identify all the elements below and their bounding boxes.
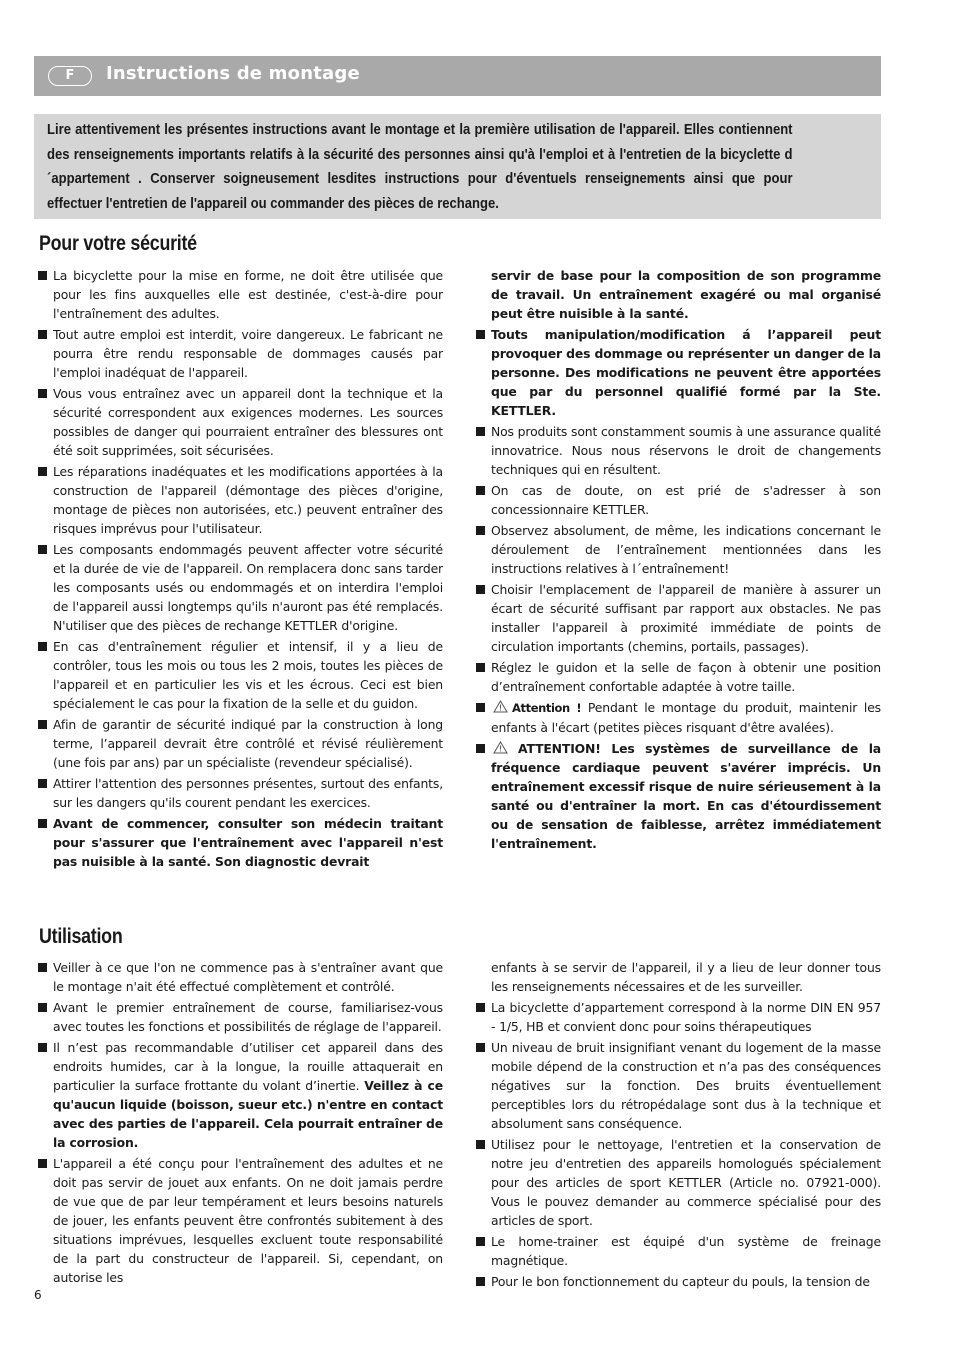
- list-item-continuation: servir de base pour la composition de son programme de travail. Un entraînement exagéré ou mal organisé peut être nuisible à la santé.: [491, 268, 881, 321]
- intro-text: Lire attentivement les présentes instructions avant le montage et la première utilisation de l'appareil. Elles contiennent des renseignements importants relatifs à la sécurité des personnes ainsi qu'à l'emploi et à l'entretien de la bicyclette d´appartement . Conserver soigneusement lesdites instructions pour d'éventuels renseignements ainsi que pour effectuer l'entretien de l'appareil ou commander des pièces de rechange.: [47, 122, 793, 212]
- list-item: Les composants endommagés peuvent affecter votre sécurité et la durée de vie de l'appareil. On remplacera donc sans tarder les composants usés ou endommagés et on interdira l'emploi de l'appareil aussi longtemps qu'ils n'auront pas été remplacés. N'utiliser que des pièces de rechange KETTLER d'origine.: [37, 540, 443, 635]
- list-item: Vous vous entraînez avec un appareil dont la technique et la sécurité correspondent aux exigences modernes. Les sources possibles de danger qui pourraient entraîner des blessures ont été soit supprimées, soit sécurisées.: [37, 384, 443, 460]
- list-item: La bicyclette d’appartement correspond à la norme DIN EN 957 - 1/5, HB et convient donc pour soins thérapeutiques: [475, 998, 881, 1036]
- list-item: La bicyclette pour la mise en forme, ne doit être utilisée que pour les fins auxquelles elle est destinée, c'est-à-dire pour l'entraînement des adultes.: [37, 266, 443, 323]
- list-item-bold: Touts manipulation/modification á l’appareil peut provoquer des dommage ou représenter un danger de la personne. Des modifications ne peuvent être apportées que par du personnel qualifié formé par la Ste. KETTLER.: [475, 325, 881, 420]
- safety-title: Pour votre sécurité: [39, 232, 197, 255]
- list-item: Avant le premier entraînement de course, familiarisez-vous avec toutes les fonctions et possibilités de réglage de l'appareil.: [37, 998, 443, 1036]
- list-item: Un niveau de bruit insignifiant venant du logement de la masse mobile dépend de la construction et n’a pas des conséquences négatives sur la fonction. Des bruits éventuellement perceptibles lors du rétropédalage sont dus à la technique et absolument sans conséquence.: [475, 1038, 881, 1133]
- list-item: On cas de doute, on est prié de s'adresser à son concessionnaire KETTLER.: [475, 481, 881, 519]
- warning-triangle-icon: [493, 741, 508, 754]
- list-item: Réglez le guidon et la selle de façon à obtenir une position d’entraînement confortable adaptée à votre taille.: [475, 658, 881, 696]
- page-number: 6: [34, 1288, 42, 1302]
- list-item-continuation: enfants à se servir de l'appareil, il y a lieu de leur donner tous les renseignements nécessaires et de les surveiller.: [491, 960, 881, 994]
- list-item-bold: Avant de commencer, consulter son médecin traitant pour s'assurer que l'entraînement avec l'appareil n'est pas nuisible à la santé. Son diagnostic devrait: [37, 814, 443, 871]
- list-item: Utilisez pour le nettoyage, l'entretien et la conservation de notre jeu d'entretien des appareils homologués spécialement pour des articles de sport KETTLER (Article no. 07921-000). Vous le pouvez demander au commerce spécialisé pour des articles de sport.: [475, 1135, 881, 1230]
- warning-triangle-icon: [493, 700, 508, 713]
- list-item: Pour le bon fonctionnement du capteur du pouls, la tension de: [475, 1272, 881, 1291]
- list-item: Les réparations inadéquates et les modifications apportées à la construction de l'appareil (démontage des pièces d'origine, montage de pièces non autorisées, etc.) peuvent entraîner des risques imprévus pour l'utilisateur.: [37, 462, 443, 538]
- list-item: Choisir l'emplacement de l'appareil de manière à assurer un écart de sécurité suffisant par rapport aux obstacles. Ne pas installer l'appareil à proximité immédiate de points de circulation importants (chemins, portails, passages).: [475, 580, 881, 656]
- intro-box: [34, 114, 881, 219]
- safety-left-column: [37, 266, 443, 873]
- list-item: Veiller à ce que l'on ne commence pas à s'entraîner avant que le montage n'ait été effectué complètement et contrôlé.: [37, 958, 443, 996]
- list-item: En cas d'entraînement régulier et intensif, il y a lieu de contrôler, tous les mois ou tous les 2 mois, toutes les pièces de l'appareil et en particulier les vis et les écrous. Ceci est bien spécialement le cas pour la fixation de la selle et du guidon.: [37, 637, 443, 713]
- list-item: Il n’est pas recommandable d’utiliser cet appareil dans des endroits humides, car à la longue, la rouille attaquerait en particulier la surface frottante du volant d’inertie. Veillez à ce qu'aucun liquide (boisson, sueur etc.) n'entre en contact avec des parties de l'appareil. Cela pourrait entraîner de la corrosion.: [37, 1038, 443, 1152]
- section-header-bar: [34, 56, 881, 96]
- list-item: Nos produits sont constamment soumis à une assurance qualité innovatrice. Nous nous réservons le droit de changements techniques qui en résultent.: [475, 422, 881, 479]
- list-item-attention-bold: ATTENTION! Les systèmes de surveillance de la fréquence cardiaque peuvent s'avérer imprécis. Un entraînement excessif risque de nuire sérieusement à la santé ou d'entraîner la mort. En cas d'étourdissement ou de sensation de faiblesse, arrêtez immédiatement l'entraînement.: [475, 739, 881, 853]
- header-title: Instructions de montage: [106, 63, 360, 84]
- language-badge: F: [48, 66, 92, 86]
- usage-left-column: [37, 958, 443, 1289]
- safety-right-column: [475, 266, 881, 855]
- list-item: Le home-trainer est équipé d'un système de freinage magnétique.: [475, 1232, 881, 1270]
- list-item: L'appareil a été conçu pour l'entraînement des adultes et ne doit pas servir de jouet aux enfants. On ne doit jamais perdre de vue que de par leur tempérament et leurs besoins naturels de jouer, les enfants peuvent être confrontés subitement à des situations imprévues, lesquelles excluent toute responsabilité de la part du constructeur de l'appareil. Si, cependant, on autorise les: [37, 1154, 443, 1287]
- usage-title: Utilisation: [39, 925, 123, 948]
- list-item: Attirer l'attention des personnes présentes, surtout des enfants, sur les dangers qu'ils courent pendant les exercices.: [37, 774, 443, 812]
- list-item-attention: Attention ! Pendant le montage du produit, maintenir les enfants à l'écart (petites pièces risquant d'être avalées).: [475, 698, 881, 737]
- list-item: Afin de garantir de sécurité indiqué par la construction à long terme, l’appareil devrait être contrôlé et révisé réulièrement (une fois par ans) par un spécialiste (revendeur spécialisé).: [37, 715, 443, 772]
- list-item: Observez absolument, de même, les indications concernant le déroulement de l’entraînement mentionnées dans les instructions relatives à l´entraînement!: [475, 521, 881, 578]
- list-item: Tout autre emploi est interdit, voire dangereux. Le fabricant ne pourra être rendu responsable de dommages causés par l'emploi inadéquat de l'appareil.: [37, 325, 443, 382]
- usage-right-column: [475, 958, 881, 1293]
